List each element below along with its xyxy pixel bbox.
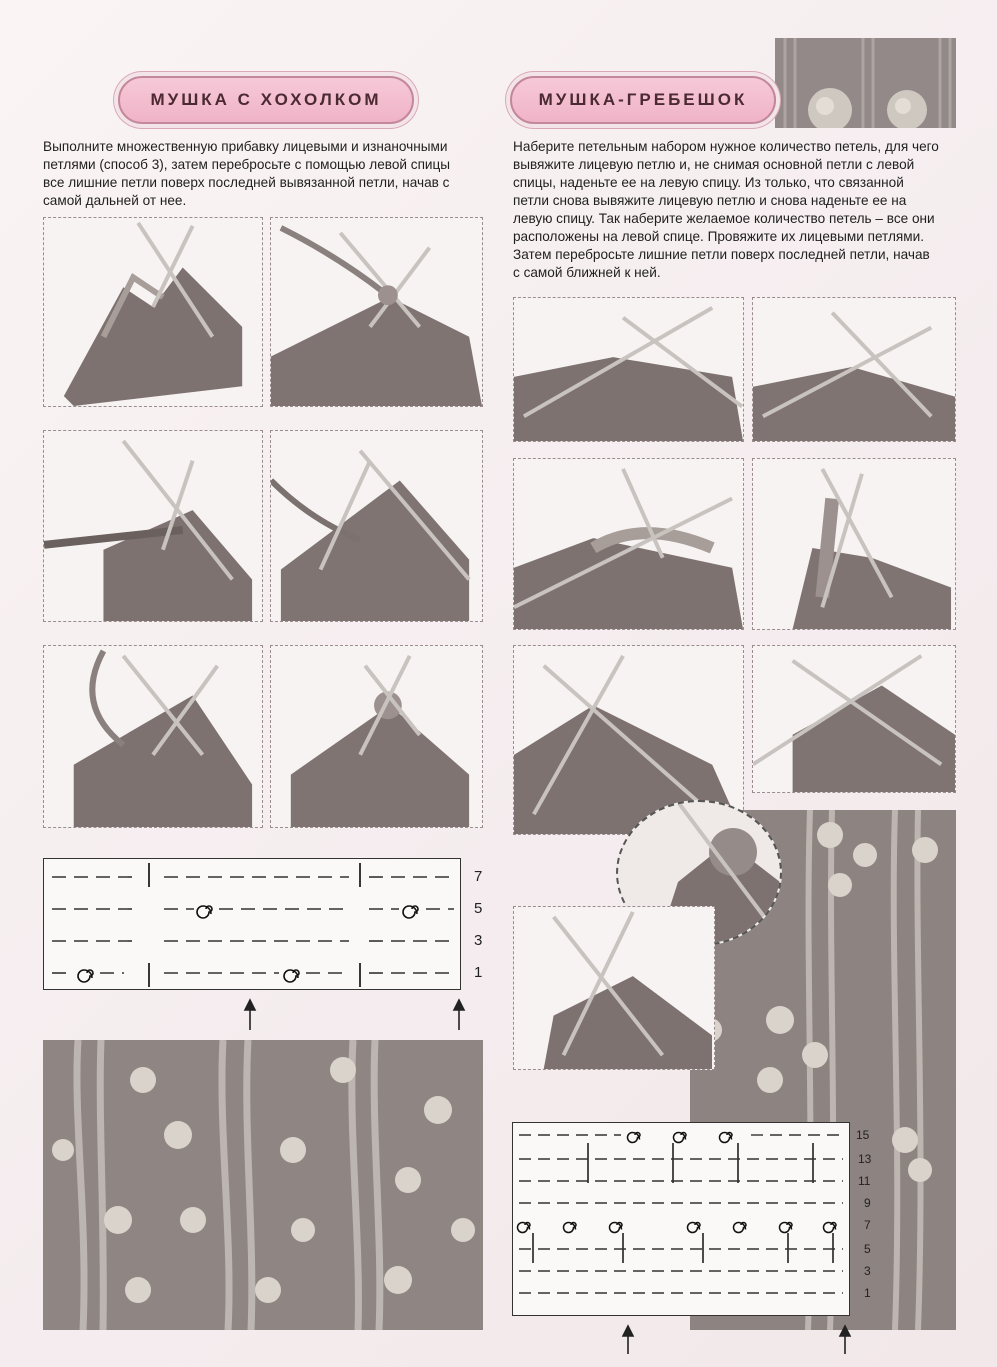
right-line: Затем перебросьте лишние петли поверх последней петли, начав: [513, 247, 930, 262]
left-chart-arrows: [240, 998, 470, 1032]
left-line: Выполните множественную прибавку лицевыми и изнаночными: [43, 139, 448, 154]
left-instructions: [43, 138, 483, 210]
right-step-photo-2: [752, 297, 956, 442]
row-number: 7: [864, 1218, 871, 1232]
left-step-photo-5: [43, 645, 263, 828]
left-line: самой дальней от нее.: [43, 193, 187, 208]
left-line: все лишние петли поверх последней вывязанной петли, начав с: [43, 175, 450, 190]
right-instructions: [513, 138, 956, 282]
left-bottom-swatch-image: [43, 1040, 483, 1330]
right-step-photo-4: [752, 458, 956, 630]
right-chart-arrows: [620, 1322, 860, 1356]
row-number: 1: [864, 1286, 871, 1300]
row-number: 1: [474, 964, 483, 981]
right-step-photo-6: [752, 645, 956, 793]
left-step-photo-6: [270, 645, 483, 828]
row-number: 3: [864, 1264, 871, 1278]
row-number: 11: [858, 1174, 871, 1188]
top-swatch-image: [775, 38, 956, 128]
left-chart-row-numbers: [462, 858, 492, 990]
right-line: левую спицу. Так наберите желаемое количество петель – все они: [513, 211, 935, 226]
left-knitting-chart: [43, 858, 461, 990]
right-knitting-chart: [512, 1122, 850, 1316]
left-section-title: [118, 76, 414, 124]
row-number: 9: [864, 1196, 871, 1210]
row-number: 7: [474, 868, 483, 885]
left-line: петлями (способ 3), затем перебросьте с помощью левой спицы: [43, 157, 451, 172]
row-number: 13: [858, 1152, 872, 1166]
right-step-photo-3: [513, 458, 744, 630]
right-section-title: [510, 76, 776, 124]
right-line: петли снова вывяжите лицевую петлю и снова наденьте ее на: [513, 193, 907, 208]
left-step-photo-4: [270, 430, 483, 622]
row-number: 5: [864, 1242, 871, 1256]
left-step-photo-2: [270, 217, 483, 407]
right-chart-row-numbers: [852, 1122, 882, 1316]
row-number: 3: [474, 932, 483, 949]
right-line: вывяжите лицевую петлю и, не снимая основной петли с левой: [513, 157, 915, 172]
row-number: 15: [856, 1128, 870, 1142]
right-line: расположены на левой спице. Провяжите их лицевыми петлями.: [513, 229, 924, 244]
left-title-text: МУШКА С ХОХОЛКОМ: [150, 90, 382, 109]
left-step-photo-1: [43, 217, 263, 407]
right-line: с самой ближней к ней.: [513, 265, 661, 280]
spiral-icons: [78, 906, 418, 982]
right-step-photo-1: [513, 297, 744, 442]
spiral-icons: [518, 1133, 837, 1233]
right-step-photo-7: [513, 906, 715, 1070]
right-line: Наберите петельным набором нужное количество петель, для чего: [513, 139, 939, 154]
right-title-text: МУШКА-ГРЕБЕШОК: [538, 90, 748, 109]
left-step-photo-3: [43, 430, 263, 622]
right-line: спицы, наденьте ее на левую спицу. Из только, что связанной: [513, 175, 904, 190]
row-number: 5: [474, 900, 483, 917]
